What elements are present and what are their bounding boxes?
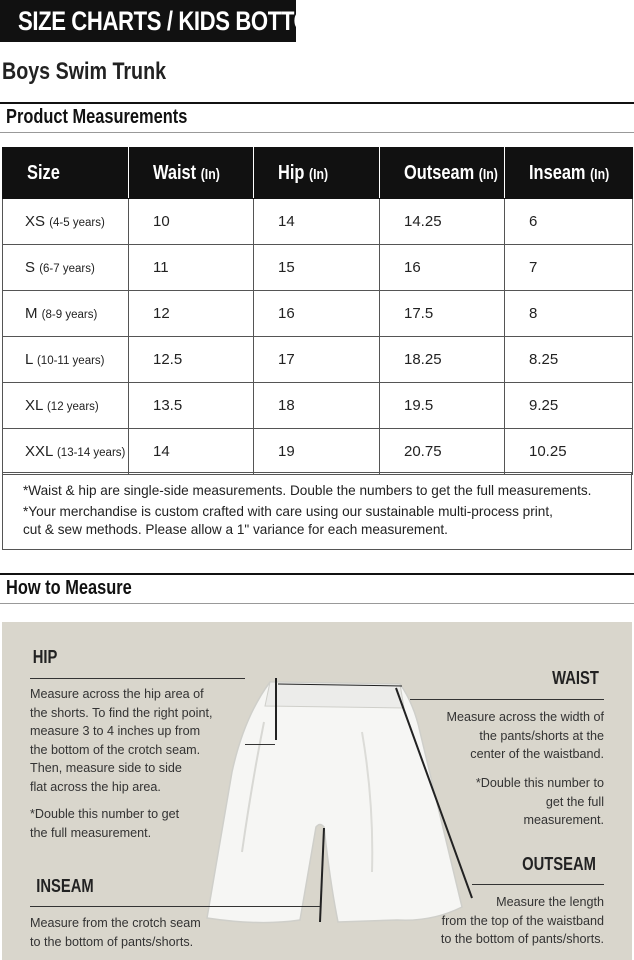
waist-cell: 12.5 (129, 337, 254, 383)
hip-description: Measure across the hip area of the shorts. To find the right point, measure 3 to 4 inches up from the bottom of the crotch seam. Then, measure side to side flat across the hip area. (30, 687, 213, 794)
hip-cell: 18 (254, 383, 380, 429)
hip-cell: 14 (254, 199, 380, 245)
shorts-body (207, 682, 462, 923)
inseam-cell: 9.25 (505, 383, 633, 429)
waist-cell: 10 (129, 199, 254, 245)
inseam-cell: 8 (505, 291, 633, 337)
waist-cell: 14 (129, 429, 254, 475)
inseam-cell: 10.25 (505, 429, 633, 475)
outseam-cell: 17.5 (380, 291, 505, 337)
product-measurements-section-header (0, 102, 634, 128)
outseam-cell: 18.25 (380, 337, 505, 383)
size-chart-table (2, 147, 633, 475)
hip-leader (30, 678, 245, 679)
divider (0, 603, 634, 604)
inseam-label: INSEAM (36, 876, 94, 896)
divider (0, 132, 634, 133)
outseam-label: OUTSEAM (522, 854, 596, 874)
outseam-cell: 14.25 (380, 199, 505, 245)
header-inseam: Inseam (In) (505, 148, 633, 199)
hip-cell: 15 (254, 245, 380, 291)
hip-cell: 17 (254, 337, 380, 383)
inseam-cell: 6 (505, 199, 633, 245)
waist-description: Measure across the width of the pants/shorts at the center of the waistband. (446, 710, 604, 761)
page-banner (0, 0, 343, 42)
table-row (3, 337, 633, 383)
outseam-leader (472, 884, 604, 885)
table-row (3, 383, 633, 429)
product-title: Boys Swim Trunk (2, 58, 167, 85)
inseam-cell: 7 (505, 245, 633, 291)
waist-cell: 11 (129, 245, 254, 291)
section-title: Product Measurements (6, 106, 188, 128)
header-size: Size (3, 148, 129, 199)
inseam-leader (30, 906, 320, 907)
header-outseam: Outseam (In) (380, 148, 505, 199)
outseam-description: Measure the length from the top of the waistband to the bottom of pants/shorts. (440, 895, 604, 946)
waist-note: *Double this number to get the full measurement. (475, 776, 604, 827)
outseam-cell: 19.5 (380, 383, 505, 429)
outseam-cell: 20.75 (380, 429, 505, 475)
hip-leader-connector (245, 744, 275, 745)
note-variance: *Your merchandise is custom crafted with care using our sustainable multi-process print, cut & sew methods. Please allow a 1" variance for each measurement. (23, 504, 553, 537)
waist-cell: 13.5 (129, 383, 254, 429)
size-cell: XXL (13-14 years) (3, 429, 129, 475)
how-to-measure-section-header (0, 573, 634, 599)
table-header-row (3, 148, 633, 199)
hip-label: HIP (32, 647, 58, 667)
table-row (3, 245, 633, 291)
header-hip: Hip (In) (254, 148, 380, 199)
size-cell: XS (4-5 years) (3, 199, 129, 245)
outseam-cell: 16 (380, 245, 505, 291)
banner-text: SIZE CHARTS / KIDS BOTTOMS (18, 6, 343, 36)
hip-note: *Double this number to get the full measurement. (30, 807, 180, 840)
hip-cell: 16 (254, 291, 380, 337)
header-waist: Waist (In) (129, 148, 254, 199)
size-cell: M (8-9 years) (3, 291, 129, 337)
section-title: How to Measure (6, 577, 132, 599)
measuring-guide (2, 622, 632, 960)
waist-label: WAIST (552, 668, 599, 688)
table-row (3, 199, 633, 245)
hip-cell: 19 (254, 429, 380, 475)
inseam-description: Measure from the crotch seam to the bottom of pants/shorts. (30, 916, 201, 949)
measurement-notes (2, 472, 632, 550)
inseam-marker-line (320, 828, 324, 922)
size-cell: L (10-11 years) (3, 337, 129, 383)
inseam-cell: 8.25 (505, 337, 633, 383)
size-cell: XL (12 years) (3, 383, 129, 429)
note-single-side: *Waist & hip are single-side measurements. Double the numbers to get the full measurements. (23, 483, 592, 498)
waist-leader (410, 699, 604, 700)
waist-cell: 12 (129, 291, 254, 337)
table-row (3, 291, 633, 337)
table-row (3, 429, 633, 475)
size-cell: S (6-7 years) (3, 245, 129, 291)
